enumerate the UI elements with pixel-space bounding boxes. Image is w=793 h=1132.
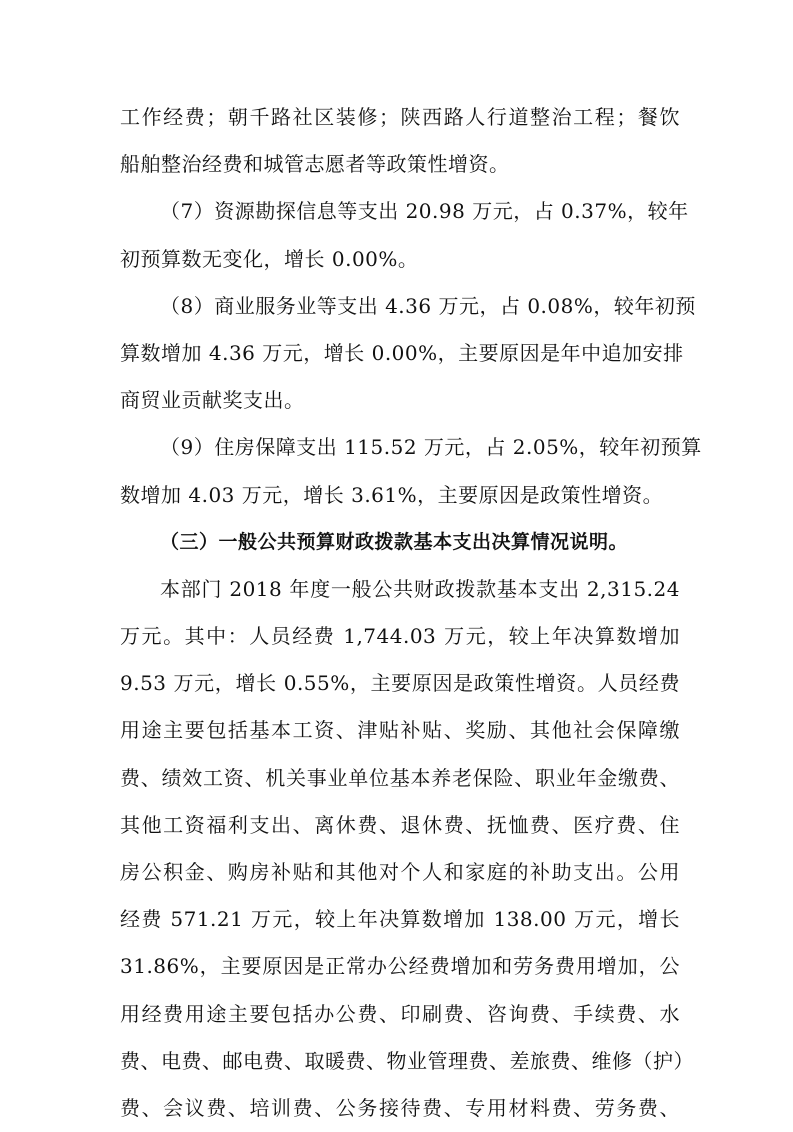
text-line: （7）资源勘探信息等支出 20.98 万元，占 0.37%，较年 — [160, 199, 689, 224]
text-line: 初预算数无变化，增长 0.00%。 — [120, 246, 419, 271]
text-line: 费、绩效工资、机关事业单位基本养老保险、职业年金缴费、 — [120, 765, 680, 790]
text-line: 用经费用途主要包括办公费、印刷费、咨询费、手续费、水 — [120, 1001, 680, 1026]
text-line: 用途主要包括基本工资、津贴补贴、奖励、其他社会保障缴 — [120, 718, 680, 743]
text-line: 房公积金、购房补贴和其他对个人和家庭的补助支出。公用 — [120, 860, 680, 884]
text-line: 费、电费、邮电费、取暖费、物业管理费、差旅费、维修（护） — [120, 1048, 694, 1073]
section-heading: （三）一般公共预算财政拨款基本支出决算情况说明。 — [160, 530, 629, 553]
text-line: 本部门 2018 年度一般公共财政拨款基本支出 2,315.24 — [160, 576, 680, 601]
text-line: 数增加 4.03 万元，增长 3.61%，主要原因是政策性增资。 — [120, 482, 664, 507]
text-line: 9.53 万元，增长 0.55%，主要原因是政策性增资。人员经费 — [120, 671, 680, 696]
text-line: 31.86%，主要原因是正常办公经费增加和劳务费用增加，公 — [120, 954, 680, 979]
text-line: 费、会议费、培训费、公务接待费、专用材料费、劳务费、 — [120, 1095, 680, 1120]
text-line: 商贸业贡献奖支出。 — [120, 388, 305, 413]
text-line: （8）商业服务业等支出 4.36 万元，占 0.08%，较年初预 — [160, 293, 696, 318]
text-line: 其他工资福利支出、离休费、退休费、抚恤费、医疗费、住 — [120, 812, 680, 837]
text-line: （9）住房保障支出 115.52 万元，占 2.05%，较年初预算 — [160, 435, 702, 460]
document-body — [120, 94, 702, 1132]
text-line: 工作经费；朝千路社区装修；陕西路人行道整治工程；餐饮 — [120, 105, 680, 129]
text-line: 船舶整治经费和城管志愿者等政策性增资。 — [120, 152, 510, 177]
text-line: 万元。其中：人员经费 1,744.03 万元，较上年决算数增加 — [120, 624, 680, 649]
text-line: 经费 571.21 万元，较上年决算数增加 138.00 万元，增长 — [120, 907, 680, 932]
text-line: 算数增加 4.36 万元，增长 0.00%，主要原因是年中追加安排 — [120, 340, 684, 365]
